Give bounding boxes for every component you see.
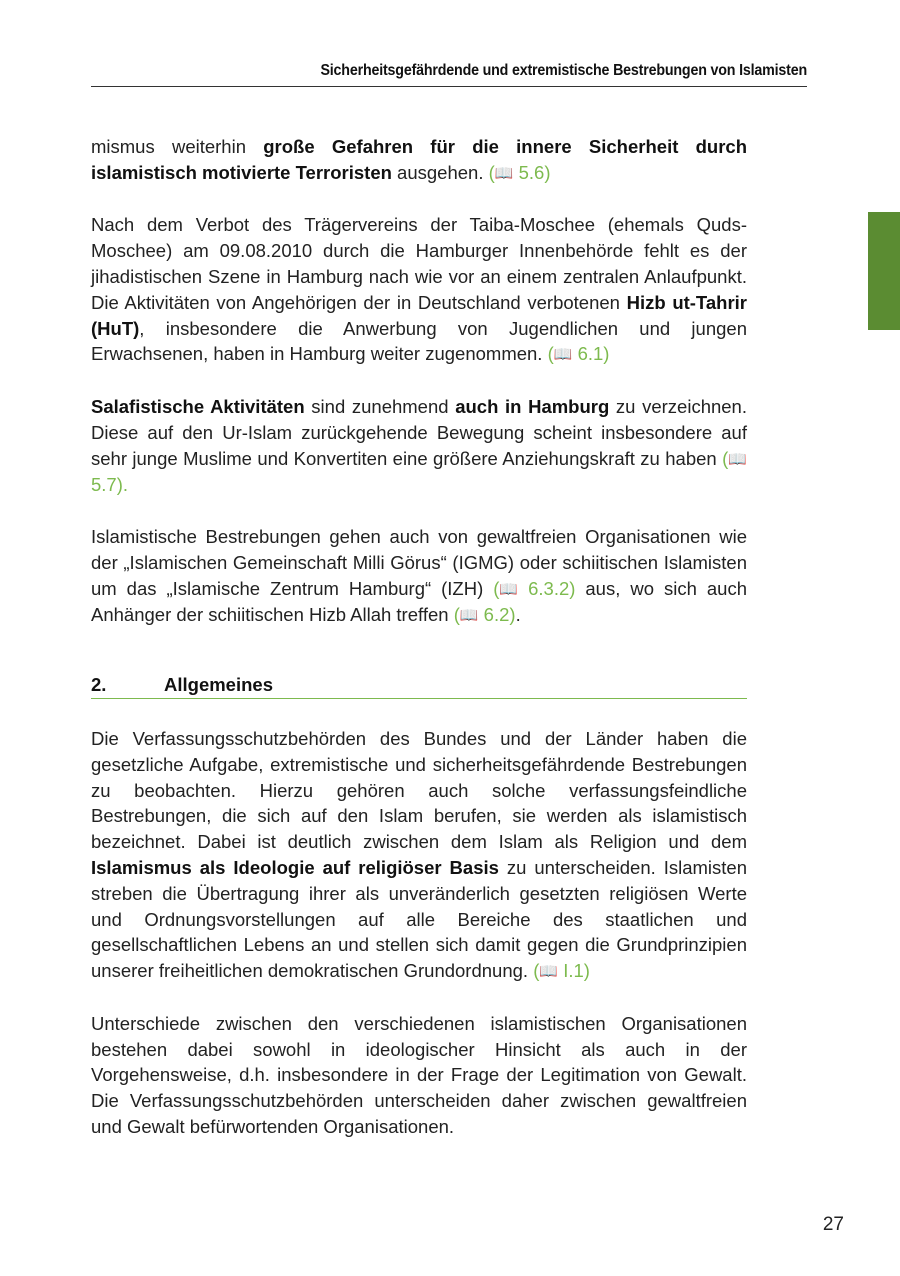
- paragraph-3: Salafistische Aktivitäten sind zunehmend auch in Hamburg zu verzeichnen. Diese auf den Ur-Islam zurückgehende Bewegung scheint insbesondere auf sehr junge Muslime und Konvertiten eine größere Anziehungskraft zu haben (📖 5.7).: [91, 395, 747, 496]
- cross-reference-i-1[interactable]: (📖 I.1): [533, 960, 590, 981]
- section-heading: [91, 674, 747, 699]
- book-icon: 📖: [499, 580, 519, 598]
- book-icon: 📖: [494, 164, 514, 182]
- cross-reference-6-2[interactable]: (📖 6.2): [454, 604, 516, 625]
- cross-reference-6-3-2[interactable]: (📖 6.3.2): [493, 578, 575, 599]
- book-icon: 📖: [459, 607, 479, 625]
- page-number: 27: [822, 1214, 844, 1235]
- section-number: 2.: [91, 674, 107, 695]
- paragraph-6: Unterschiede zwischen den verschiedenen islamistischen Organisationen bestehen dabei sowohl in ideologischer Hinsicht als auch in der Vorgehensweise, d.h. insbesondere in der Frage der Legitimation von Gewalt. Die Verfassungsschutzbehörden unterscheiden daher zwischen gewaltfreien und Gewalt befürwortenden Organisationen.: [91, 1012, 747, 1137]
- book-icon: 📖: [553, 346, 573, 364]
- cross-reference-5-7[interactable]: (📖 5.7).: [91, 447, 747, 496]
- paragraph-1: mismus weiterhin große Gefahren für die innere Sicherheit durch islamistisch motivierte Terroristen ausgehen. (📖 5.6): [91, 134, 747, 187]
- cross-reference-5-6[interactable]: (📖 5.6): [489, 162, 551, 183]
- paragraph-2: Nach dem Verbot des Trägervereins der Taiba-Moschee (ehemals Quds-Moschee) am 09.08.2010 durch die Hamburger Innenbehörde fehlt es der jihadistischen Szene in Hamburg nach wie vor an einem zentralen Anlaufpunkt. Die Aktivitäten von Angehörigen der in Deutschland verbotenen Hizb ut-Tahrir (HuT), insbesondere die Anwerbung von Jugendlichen und jungen Erwachsenen, haben in Hamburg weiter zugenommen. (📖 6.1): [91, 212, 747, 368]
- book-icon: 📖: [728, 450, 747, 468]
- paragraph-4: Islamistische Bestrebungen gehen auch von gewaltfreien Organisationen wie der „Islamischen Gemeinschaft Milli Görus“ (IGMG) oder schiitischen Islamisten um das „Islamische Zentrum Hamburg“ (IZH) (📖 6.3.2) aus, wo sich auch Anhänger der schiitischen Hizb Allah treffen (📖 6.2).: [91, 524, 747, 629]
- paragraph-5: Die Verfassungsschutzbehörden des Bundes und der Länder haben die gesetzliche Aufgabe, extremistische und sicherheitsgefährdende Bestrebungen zu beobachten. Hierzu gehören auch solche verfassungsfeindliche Bestrebungen, die sich auf den Islam berufen, sie werden als islamistisch bezeichnet. Dabei ist deutlich zwischen dem Islam als Religion und dem Islamismus als Ideologie auf religiöser Basis zu unterscheiden. Islamisten streben die Übertragung ihrer als unveränderlich gesetzten religiösen Werte und Ordnungsvorstellungen auf alle Bereiche des staatlichen und gesellschaftlichen Lebens an und stellen sich damit gegen die Grundprinzipien unserer freiheitlichen demokratischen Grundordnung. (📖 I.1): [91, 726, 747, 985]
- cross-reference-6-1[interactable]: (📖 6.1): [548, 343, 610, 364]
- body-text-top: [91, 134, 747, 629]
- body-text-section-2: [91, 726, 747, 1140]
- chapter-tab-marker: [868, 212, 900, 330]
- section-title: Allgemeines: [164, 674, 273, 695]
- running-header: Sicherheitsgefährdende und extremistische Bestrebungen von Islamisten: [320, 62, 807, 79]
- header-rule: [91, 86, 807, 87]
- book-icon: 📖: [539, 963, 559, 981]
